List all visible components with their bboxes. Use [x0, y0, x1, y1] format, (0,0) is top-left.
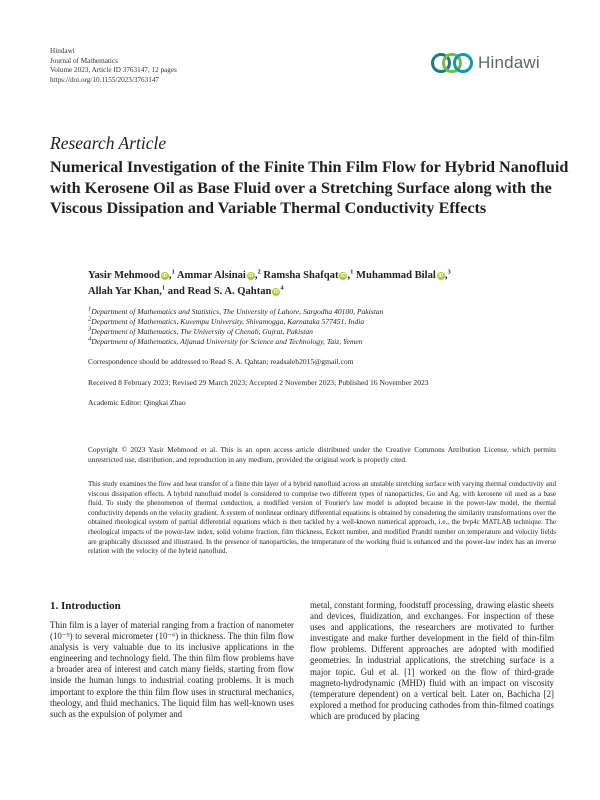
author-affil-sup: 1: [171, 268, 175, 276]
author-affil-sup: 4: [280, 284, 284, 292]
body-column-right: metal, constant forming, foodstuff processing, drawing elastic sheets and devices, fluidization, and exchanges. For inspection of these uses and applications, the researchers are motivated to further investigate and make further development in the field of thin-film flow problems. Different approaches are adopted with modified geometries. In industrial applications, the stretching surface is a major topic. Gul et al. [1] worked on the flow of third-grade magneto-hydrodynamic (MHD) fluid with an impact on viscosity (temperature dependent) on a vertical belt. Later on, Bachicha [2] explored a method for producing cathodes from thin-filmed coatings which are produced by placing: [310, 600, 554, 721]
affiliation-item: $^3$Department of Mathematics, The University of Chenab, Gujrat, Pakistan: [88, 325, 313, 336]
author-list: Yasir Mehmood iD ,$^1$ Ammar Alsinai iD ,$^2$ Ramsha Shafqat iD ,$^1$ Muhammad Bilal iD ,$^3$ Allah Yar Khan,$^1$ and Read S. A. Qahtan $iD^4$: [88, 268, 451, 297]
paper-title: Numerical Investigation of the Finite Thin Film Flow for Hybrid Nanofluid with Kerosene Oil as Base Fluid over a Stretching Surface along with the Viscous Dissipation and Variable Thermal Conductivity Effects: [50, 158, 569, 217]
orcid-icon[interactable]: iD: [273, 289, 279, 295]
author-name: Allah Yar Khan,: [88, 286, 162, 297]
hindawi-logo[interactable]: [430, 48, 554, 78]
affiliations: [88, 307, 558, 347]
publisher-name: Hindawi: [50, 47, 75, 55]
correspondence: Correspondence should be addressed to Read S. A. Qahtan; readsaleh2015@gmail.com: [88, 357, 354, 366]
orcid-icon[interactable]: iD: [162, 273, 168, 279]
orcid-icon[interactable]: iD: [340, 273, 346, 279]
academic-editor: Academic Editor: Qingkai Zhao: [88, 398, 186, 407]
journal-name: Journal of Mathematics: [50, 56, 118, 65]
author-name: Muhammad Bilal: [356, 270, 436, 281]
author-affil-sup: 3: [447, 268, 451, 276]
author-affil-sup: 2: [257, 268, 261, 276]
copyright-notice: Copyright © 2023 Yasir Mehmood et al. This is an open access article distributed under the Creative Commons Attribution License, which permits unrestricted use, distribution, and reproduction in any medium, provided the original work is properly cited.: [88, 445, 556, 464]
hindawi-rings-icon: [430, 51, 474, 75]
volume-line: Volume 2023, Article ID 3763147, 12 pages: [50, 66, 177, 75]
author-name: Read S. A. Qahtan: [187, 286, 272, 297]
logo-text: Hindawi: [478, 53, 540, 72]
orcid-icon[interactable]: iD: [438, 273, 444, 279]
doi-link[interactable]: https://doi.org/10.1155/2023/3763147: [50, 75, 160, 84]
section-heading: 1. Introduction: [50, 600, 121, 612]
author-affil-sup: 1: [350, 268, 354, 276]
journal-meta: [50, 47, 177, 85]
author-affil-sup: 1: [161, 284, 166, 292]
author-name: Yasir Mehmood: [88, 270, 160, 281]
publication-dates: Received 8 February 2023; Revised 29 March 2023; Accepted 2 November 2023; Published 16 November 2023: [88, 378, 429, 387]
orcid-icon[interactable]: iD: [248, 273, 254, 279]
author-name: Ammar Alsinai: [176, 270, 246, 281]
author-name: Ramsha Shafqat: [263, 270, 339, 281]
body-column-left: Thin film is a layer of material ranging from a fraction of nanometer (10⁻⁹) to several micrometer (10⁻⁶) in thickness. The thin film flow analysis is very valuable due to its inclusive applications in the engineering and technology field. The thin film flow problems have a broader area of interest and catch many fields, starting from flow inside the human lungs to industrial coating problems. It is much important to explore the thin film flow uses in structural mechanics, theology, and fluid mechanics. The liquid film has well-known uses such as the expulsion of polymer and: [50, 620, 294, 719]
affiliation-item: $^2$Department of Mathematics, Kuvempu University, Shivamogga, Karnataka 577451, India: [88, 315, 365, 326]
affiliation-item: $^1$Department of Mathematics and Statistics, The University of Lahore, Sargodha 40100, Pakistan: [88, 305, 384, 316]
affiliation-item: $^4$Department of Mathematics, Aljanad University for Science and Technology, Taiz, Yemen: [88, 335, 363, 346]
abstract: This study examines the flow and heat transfer of a finite thin layer of a hybrid nanofluid across an unstable stretching surface with varying thermal conductivity and viscous dissipation effects. A hybrid nanofluid model is considered to comprise two different types of nanoparticles, Go and Ag, with kerosene oil used as a base fluid. To study the phenomenon of thermal conduction, a modified version of Fourier's law model is adopted because in the power-law model, the thermal conductivity depends on the velocity gradient. A system of nonlinear ordinary differential equations is obtained by considering the similarity transformations over the obtained rheological system of partial differential equations which is then tackled by a well-known numerical approach, i.e., the bvp4c MATLAB technique. The rheological impacts of the power-law index, solid volume fraction, film thickness, Eckert number, and modified Prandtl number on temperature and velocity fields are graphically discussed and illustrated. In the presence of nanoparticles, the temperature of the working fluid is enhanced and the power-law index has an inverse relation with the velocity of the hybrid nanofluid.: [88, 480, 556, 556]
article-type: Research Article: [50, 133, 167, 153]
